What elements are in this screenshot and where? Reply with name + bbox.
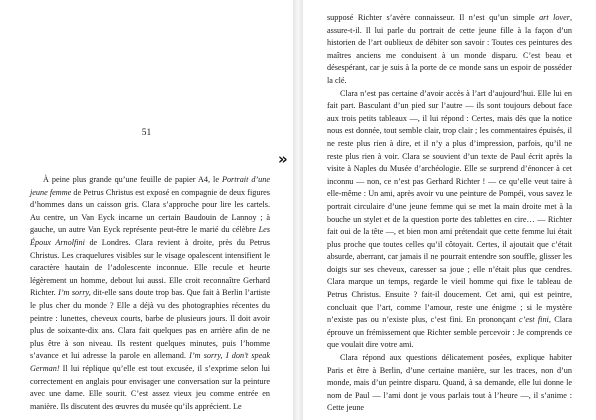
page-number: 51 <box>141 128 152 138</box>
right-page <box>303 0 596 420</box>
text-run: , Clara éprouve un frémissement que Richter semble percevoir : Je comprends ce que voulait dire votre ami. <box>327 315 573 350</box>
italic-text-run: Les Époux Arnolfini <box>30 225 270 247</box>
italic-text-run: Portrait d’une jeune femme <box>30 175 270 197</box>
italic-text-run: I’m sorry, <box>58 288 91 298</box>
text-run: Clara répond aux questions délicatement posées, explique habiter Paris et être à Berlin, d’une certaine manière, sur les traces, non d’un monde, mais d’un peintre disparu. Quand, à sa demande, elle lui donne le nom de Paul — l’ami dont je vous parlais tout à l’heure —, il s’anime : Cette jeune <box>327 353 572 413</box>
paragraph <box>327 12 572 88</box>
text-run: À peine plus grande qu’une feuille de papier A4, le <box>43 175 222 184</box>
text-run: Clara n’est pas certaine d’avoir accès à l’art d’aujourd’hui. Elle lui en fait part. Basculant d’un pied sur l’autre — ils sont toujours debout face aux trois petits tableaux —, il lui répond : Certes, mais dès que la notice nous est donnée, tout semble clair, trop clair ; les commentaires épuisés, il ne reste plus rien à dire, et il n’y a plus d’impression, parfois, qu’il ne reste plus rien à voir. Clara se souvient d’un texte de Paul écrit après la visite à Naples du Musée d’archéologie. Elle se surprend d’énoncer à cet inconnu — non, ce n’est pas Gerhard Richter ! — ce qu’elle veut taire à elle-même : Un ami, après avoir vu une peinture de Pompéi, vous savez le portrait circulaire d’une jeune femme qui se met la main droite met à la bouche un stylet et de la question porte des tablettes en cire… — Richter fait oui de la tête —, et bien mon ami prétendait que cette femme lui était plus proche que toutes celles qu’il côtoyait. Certes, il ajoutait que c’était absurde, aberrant, car jamais il ne pourrait entendre son souffle, glisser les doigts sur ses cheveux, caresser sa joue ; elle n’était plus que cendres. Clara marque un temps, regarde le vieil homme qui fixe le tableau de Petrus Christus. Ensuite ? fait-il doucement. Cet ami, qui est peintre, concluait que l’art, comme l’amour, reste une énigme ; si le mystère n’existe pas ou n’existe plus, c’est fini. En prononçant <box>327 88 572 325</box>
italic-text-run: I’m sorry, I don’t speak German! <box>30 351 270 373</box>
double-chevron-right-icon: » <box>278 150 285 168</box>
left-page-text <box>30 174 270 413</box>
paragraph <box>327 352 572 415</box>
book-gutter <box>293 0 303 420</box>
paragraph <box>327 88 572 352</box>
italic-text-run: c’est fini <box>519 315 549 325</box>
left-page <box>0 0 293 420</box>
paragraph <box>30 174 270 413</box>
text-run: , assure-t-il. Il lui parle du portrait de cette jeune fille à la façon d’un historien de l’art oublieux de débiter son savoir : Toutes ces peintures des maîtres anciens me conduisent à un monde disparu. C’est beau et désespérant, car je suis à la porte de ce monde sans un espoir de posséder la clé. <box>327 13 572 85</box>
text-run: de Londres. Clara revient à droite, près du Petrus Christus. Les craquelures visibles sur le visage opalescent intensifient le caractère hautain de l’adolescente inconnue. Elle recule et heurte légèrement un homme, debout lui aussi. Elle croit reconnaître Gerhard Richter. <box>30 237 270 298</box>
text-run: dit-elle sans doute trop bas. Que fait à Berlin l’artiste le plus cher du monde ? Elle a déjà vu des photographies récentes du peintre : lunettes, cheveux courts, barbe de plusieurs jours. Il doit avoir plus de soixante-dix ans. Clara fait quelques pas en arrière afin de ne plus être à son niveau. Ils restent quelques minutes, puis l’homme s’avance et lui adresse la parole en allemand. <box>30 288 270 361</box>
italic-text-run: art lover <box>539 13 570 22</box>
right-page-text <box>327 12 572 415</box>
text-run: supposé Richter s’avère connaisseur. Il n’est qu’un simple <box>327 13 540 22</box>
text-run: de Petrus Christus est exposé en compagnie de deux figures d’hommes dans un caisson gris. Clara s’approche pour lire les cartels. Au centre, un Van Eyck incarne un certain Baudouin de Lannoy ; à gauche, un autre Van Eyck représente peut-être le marié du célèbre <box>30 187 270 235</box>
text-run: Il lui réplique qu’elle est tout excusée, il s’exprime selon lui correctement en anglais pour envisager une conversation sur la peinture avec une dame. Elle sourit. C’est assez vieux jeu comme entrée en manière. Ils discutent des œuvres du musée qu’ils apprécient. Le <box>30 363 270 411</box>
